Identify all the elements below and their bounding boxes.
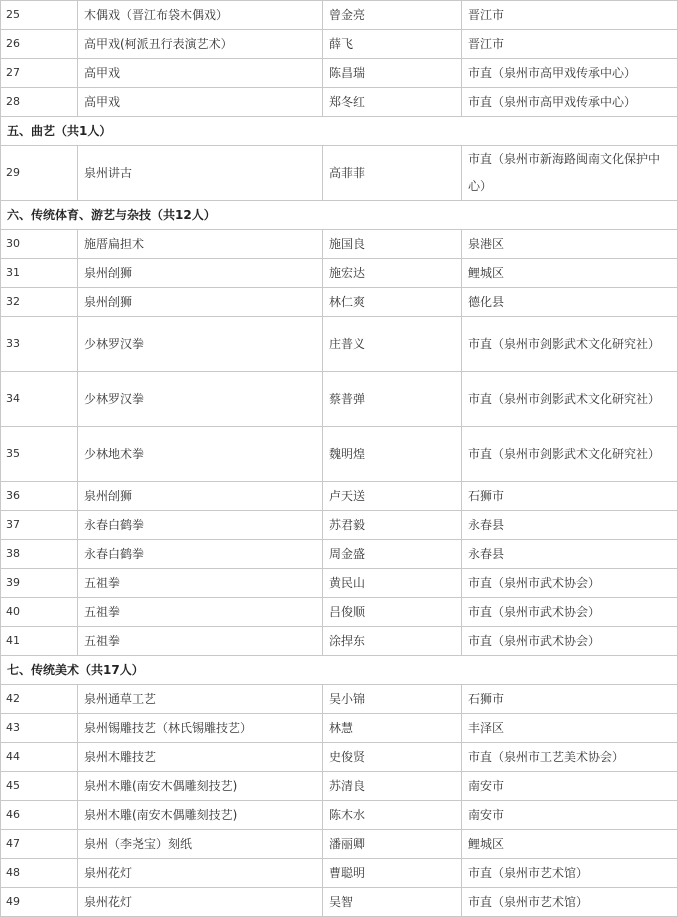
inheritor-name: 施国良 (323, 230, 462, 259)
area-unit: 鲤城区 (462, 830, 678, 859)
table-row (1, 88, 678, 117)
table-row (1, 540, 678, 569)
table-row (1, 511, 678, 540)
table-row (1, 59, 678, 88)
inheritor-name: 曹聪明 (323, 859, 462, 888)
area-unit: 石狮市 (462, 685, 678, 714)
row-number: 26 (1, 30, 78, 59)
inheritor-name: 苏君毅 (323, 511, 462, 540)
project-name: 施厝扁担术 (78, 230, 323, 259)
project-name: 泉州木雕(南安木偶雕刻技艺) (78, 801, 323, 830)
section-header-row (1, 201, 678, 230)
row-number: 30 (1, 230, 78, 259)
area-unit: 市直（泉州市工艺美术协会） (462, 743, 678, 772)
project-name: 少林罗汉拳 (78, 317, 323, 372)
row-number: 29 (1, 146, 78, 201)
area-unit: 市直（泉州市剑影武术文化研究社） (462, 317, 678, 372)
inheritor-name: 林慧 (323, 714, 462, 743)
section-title: 六、传统体育、游艺与杂技（共12人） (1, 201, 678, 230)
row-number: 35 (1, 427, 78, 482)
inheritor-name: 史俊贤 (323, 743, 462, 772)
project-name: 永春白鹤拳 (78, 511, 323, 540)
table-row (1, 801, 678, 830)
project-name: 泉州（李尧宝）刻纸 (78, 830, 323, 859)
area-unit: 鲤城区 (462, 259, 678, 288)
row-number: 42 (1, 685, 78, 714)
inheritor-name: 吴智 (323, 888, 462, 917)
inheritor-name: 陈木水 (323, 801, 462, 830)
row-number: 44 (1, 743, 78, 772)
project-name: 泉州讲古 (78, 146, 323, 201)
project-name: 泉州锡雕技艺（林氏锡雕技艺） (78, 714, 323, 743)
section-title: 五、曲艺（共1人） (1, 117, 678, 146)
section-header-row (1, 117, 678, 146)
row-number: 47 (1, 830, 78, 859)
row-number: 48 (1, 859, 78, 888)
area-unit: 市直（泉州市武术协会） (462, 627, 678, 656)
table-row (1, 230, 678, 259)
inheritor-name: 曾金亮 (323, 1, 462, 30)
row-number: 33 (1, 317, 78, 372)
project-name: 五祖拳 (78, 627, 323, 656)
row-number: 31 (1, 259, 78, 288)
row-number: 37 (1, 511, 78, 540)
area-unit: 永春县 (462, 511, 678, 540)
project-name: 泉州木雕(南安木偶雕刻技艺) (78, 772, 323, 801)
row-number: 46 (1, 801, 78, 830)
project-name: 泉州刣狮 (78, 259, 323, 288)
table-row (1, 772, 678, 801)
inheritor-name: 黄民山 (323, 569, 462, 598)
inheritor-name: 薛飞 (323, 30, 462, 59)
area-unit: 晋江市 (462, 30, 678, 59)
inheritor-name: 郑冬红 (323, 88, 462, 117)
inheritor-name: 施宏达 (323, 259, 462, 288)
row-number: 40 (1, 598, 78, 627)
table-row (1, 317, 678, 372)
inheritor-name: 吴小锦 (323, 685, 462, 714)
row-number: 43 (1, 714, 78, 743)
inheritor-name: 庄普义 (323, 317, 462, 372)
table-row (1, 888, 678, 917)
inheritor-name: 林仁爽 (323, 288, 462, 317)
project-name: 泉州花灯 (78, 888, 323, 917)
row-number: 38 (1, 540, 78, 569)
area-unit: 泉港区 (462, 230, 678, 259)
table-row (1, 372, 678, 427)
table-row (1, 259, 678, 288)
project-name: 泉州木雕技艺 (78, 743, 323, 772)
area-unit: 市直（泉州市艺术馆） (462, 859, 678, 888)
area-unit: 市直（泉州市高甲戏传承中心） (462, 59, 678, 88)
inheritor-name: 周金盛 (323, 540, 462, 569)
area-unit: 市直（泉州市艺术馆） (462, 888, 678, 917)
table-row (1, 288, 678, 317)
project-name: 高甲戏 (78, 59, 323, 88)
row-number: 27 (1, 59, 78, 88)
table-row (1, 1, 678, 30)
row-number: 32 (1, 288, 78, 317)
inheritor-name: 潘丽卿 (323, 830, 462, 859)
table-row (1, 569, 678, 598)
area-unit: 市直（泉州市武术协会） (462, 598, 678, 627)
area-unit: 市直（泉州市剑影武术文化研究社） (462, 372, 678, 427)
row-number: 25 (1, 1, 78, 30)
section-header-row (1, 656, 678, 685)
project-name: 五祖拳 (78, 598, 323, 627)
area-unit: 市直（泉州市剑影武术文化研究社） (462, 427, 678, 482)
row-number: 39 (1, 569, 78, 598)
table-row (1, 146, 678, 201)
table-row (1, 482, 678, 511)
row-number: 36 (1, 482, 78, 511)
inheritor-name: 涂捍东 (323, 627, 462, 656)
row-number: 34 (1, 372, 78, 427)
table-row (1, 859, 678, 888)
table-row (1, 830, 678, 859)
table-row (1, 685, 678, 714)
area-unit: 南安市 (462, 801, 678, 830)
project-name: 少林地术拳 (78, 427, 323, 482)
project-name: 泉州花灯 (78, 859, 323, 888)
row-number: 49 (1, 888, 78, 917)
inheritor-name: 高菲菲 (323, 146, 462, 201)
section-title: 七、传统美术（共17人） (1, 656, 678, 685)
inheritor-name: 苏清良 (323, 772, 462, 801)
inheritor-name: 蔡普弹 (323, 372, 462, 427)
row-number: 28 (1, 88, 78, 117)
project-name: 五祖拳 (78, 569, 323, 598)
project-name: 泉州刣狮 (78, 288, 323, 317)
project-name: 高甲戏 (78, 88, 323, 117)
table-row (1, 30, 678, 59)
row-number: 41 (1, 627, 78, 656)
area-unit: 丰泽区 (462, 714, 678, 743)
row-number: 45 (1, 772, 78, 801)
project-name: 高甲戏(柯派丑行表演艺术） (78, 30, 323, 59)
table-row (1, 598, 678, 627)
inheritor-name: 卢天送 (323, 482, 462, 511)
project-name: 少林罗汉拳 (78, 372, 323, 427)
area-unit: 市直（泉州市高甲戏传承中心） (462, 88, 678, 117)
table-row (1, 743, 678, 772)
area-unit: 南安市 (462, 772, 678, 801)
area-unit: 市直（泉州市新海路闽南文化保护中心） (462, 146, 678, 201)
inheritor-name: 吕俊顺 (323, 598, 462, 627)
project-name: 木偶戏（晋江布袋木偶戏） (78, 1, 323, 30)
inheritor-name: 魏明煌 (323, 427, 462, 482)
area-unit: 市直（泉州市武术协会） (462, 569, 678, 598)
project-name: 永春白鹤拳 (78, 540, 323, 569)
project-name: 泉州刣狮 (78, 482, 323, 511)
area-unit: 晋江市 (462, 1, 678, 30)
area-unit: 德化县 (462, 288, 678, 317)
table-row (1, 627, 678, 656)
inheritor-name: 陈昌瑞 (323, 59, 462, 88)
table-row (1, 714, 678, 743)
table-row (1, 427, 678, 482)
area-unit: 石狮市 (462, 482, 678, 511)
area-unit: 永春县 (462, 540, 678, 569)
table-body (1, 1, 678, 917)
project-name: 泉州通草工艺 (78, 685, 323, 714)
